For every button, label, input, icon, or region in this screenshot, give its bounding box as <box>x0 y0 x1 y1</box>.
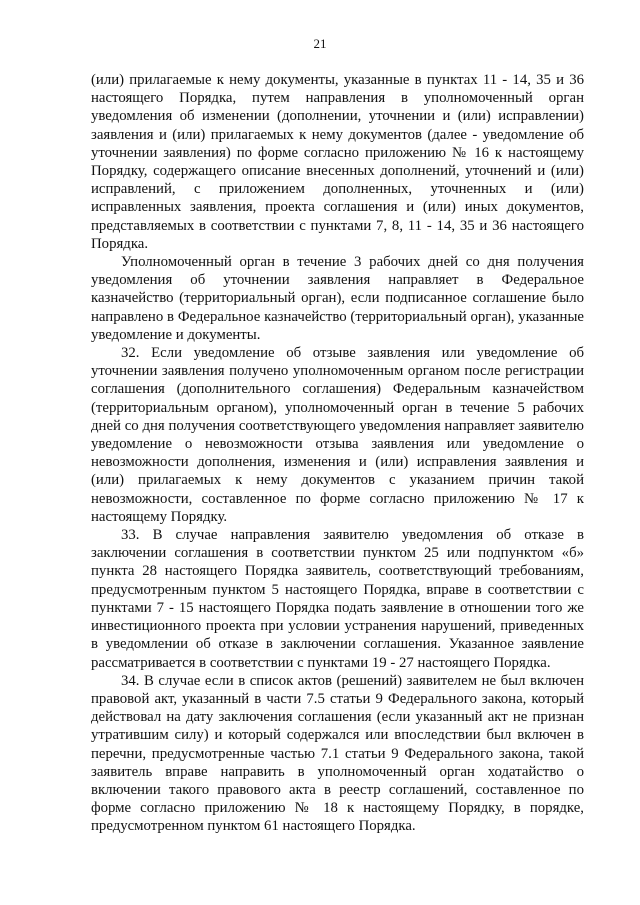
page-number: 21 <box>313 36 327 51</box>
paragraph-item-33: 33. В случае направления заявителю уведомления об отказе в заключении соглашения в соответствии пунктом 25 или подпунктом «б» пункта 28 настоящего Порядка заявитель, соответствующий требованиям, предусмотренным пунктом 5 настоящего Порядка, вправе в соответствии с пунктами 7 - 15 настоящего Порядка подать заявление в отношении того же инвестиционного проекта при условии устранения нарушений, приведенных в уведомлении об отказе в заключении соглашения. Указанное заявление рассматривается в соответствии с пунктами 19 - 27 настоящего Порядка. <box>91 527 584 671</box>
paragraph-item-34: 34. В случае если в список актов (решений) заявителем не был включен правовой акт, указанный в части 7.5 статьи 9 Федерального закона, который действовал на дату заключения соглашения (если указанный акт не признан утратившим силу) и который содержался или впоследствии был включен в перечни, предусмотренные частью 7.1 статьи 9 Федерального закона, такой заявитель вправе направить в уполномоченный орган ходатайство о включении такого правового акта в реестр соглашений, составленное по форме согласно приложению № 18 к настоящему Порядку, в порядке, предусмотренном пунктом 61 настоящего Порядка. <box>91 672 584 835</box>
paragraph-notification-transfer: Уполномоченный орган в течение 3 рабочих дней со дня получения уведомления об уточнении заявления направляет в Федеральное казначейство (территориальный орган), если подписанное соглашение было направлено в Федеральное казначейство (территориальный орган), указанные уведомление и документы. <box>91 254 584 343</box>
paragraph-continuation: (или) прилагаемые к нему документы, указанные в пунктах 11 - 14, 35 и 36 настоящего Порядка, путем направления в уполномоченный орган уведомления об изменении (дополнении, уточнении и (или) исправлении) заявления и (или) прилагаемых к нему документов (далее - уведомление об уточнении заявления) по форме согласно приложению № 16 к настоящему Порядку, содержащего описание внесенных дополнений, уточнений и (или) исправлений, с приложением дополненных, уточненных и (или) исправленных заявления, проекта соглашения и (или) иных документов, представляемых в соответствии с пунктами 7, 8, 11 - 14, 35 и 36 настоящего Порядка. <box>91 72 584 252</box>
paragraph-item-32: 32. Если уведомление об отзыве заявления или уведомление об уточнении заявления получено уполномоченным органом после регистрации соглашения (дополнительного соглашения) Федеральным казначейством (территориальным органом), уполномоченный орган в течение 5 рабочих дней со дня получения соответствующего уведомления направляет заявителю уведомление о невозможности отзыва заявления или уведомление о невозможности дополнения, изменения и (или) исправления заявления и (или) прилагаемых к нему документов с указанием причин такой невозможности, составленное по форме согласно приложению № 17 к настоящему Порядку. <box>91 345 584 525</box>
document-body <box>91 71 584 836</box>
